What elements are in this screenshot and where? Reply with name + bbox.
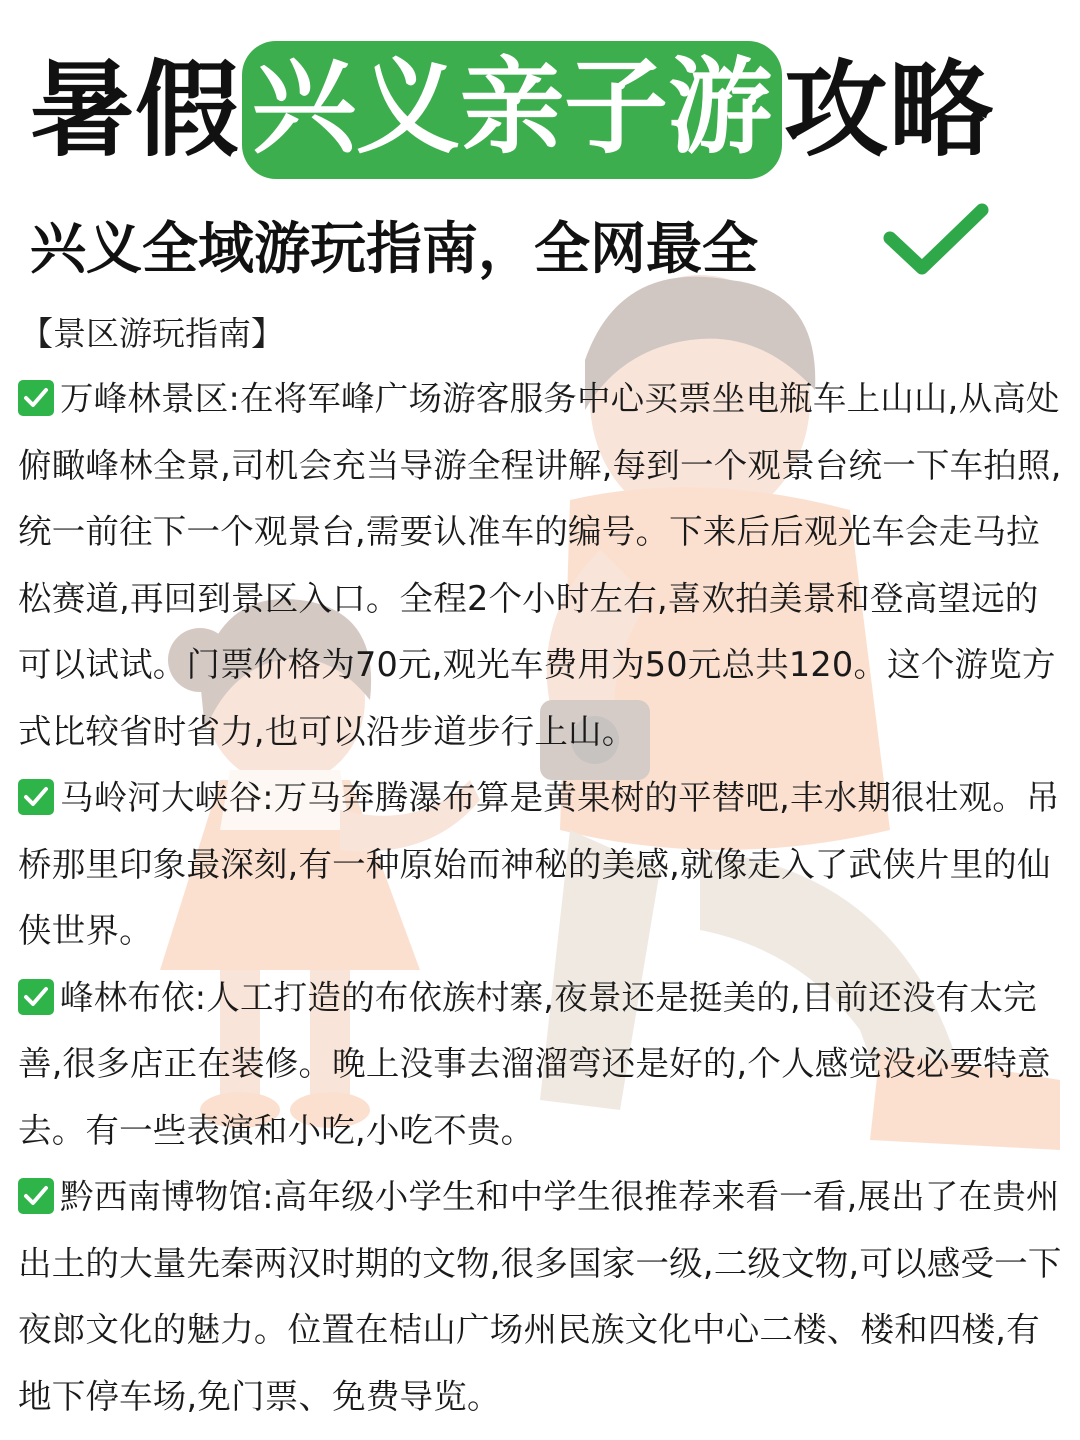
title-prefix: 暑假 xyxy=(30,49,241,171)
attraction-list xyxy=(18,366,1064,1430)
title-suffix: 攻略 xyxy=(784,49,995,171)
list-item xyxy=(18,1164,1064,1430)
list-item-text: 黔西南博物馆:高年级小学生和中学生很推荐来看一看,展出了在贵州出土的大量先秦两汉时期的文物,很多国家一级,二级文物,可以感受一下夜郎文化的魅力。位置在桔山广场州民族文化中心二楼、楼和四楼,有地下停车场,免门票、免费导览。 xyxy=(18,1177,1062,1416)
section-heading: 【景区游玩指南】 xyxy=(20,314,284,353)
page-title xyxy=(30,30,1060,190)
subtitle-text: 兴义全域游玩指南，全网最全 xyxy=(30,217,758,282)
list-item-text: 峰林布依:人工打造的布依族村寨,夜景还是挺美的,目前还没有太完善,很多店正在装修。晚上没事去溜溜弯还是好的,个人感觉没必要特意去。有一些表演和小吃,小吃不贵。 xyxy=(18,977,1051,1150)
list-item xyxy=(18,366,1064,765)
green-checkbox-icon xyxy=(18,1178,54,1214)
green-checkbox-icon xyxy=(18,979,54,1015)
green-checkbox-icon xyxy=(18,380,54,416)
list-item xyxy=(18,965,1064,1165)
list-item xyxy=(18,765,1064,965)
title-highlight: 兴义亲子游 xyxy=(242,41,782,179)
list-item-text: 马岭河大峡谷:万马奔腾瀑布算是黄果树的平替吧,丰水期很壮观。吊桥那里印象最深刻,有一种原始而神秘的美感,就像走入了武侠片里的仙侠世界。 xyxy=(18,778,1060,950)
check-mark-icon xyxy=(880,200,990,280)
green-checkbox-icon xyxy=(18,779,54,815)
list-item-text: 万峰林景区:在将军峰广场游客服务中心买票坐电瓶车上山山,从高处俯瞰峰林全景,司机会充当导游全程讲解,每到一个观景台统一下车拍照,统一前往下一个观景台,需要认准车的编号。下来后后观光车会走马拉松赛道,再回到景区入口。全程2个小时左右,喜欢拍美景和登高望远的可以试试。门票价格为70元,观光车费用为50元总共120。这个游览方式比较省时省力,也可以沿步道步行上山。 xyxy=(18,379,1062,751)
